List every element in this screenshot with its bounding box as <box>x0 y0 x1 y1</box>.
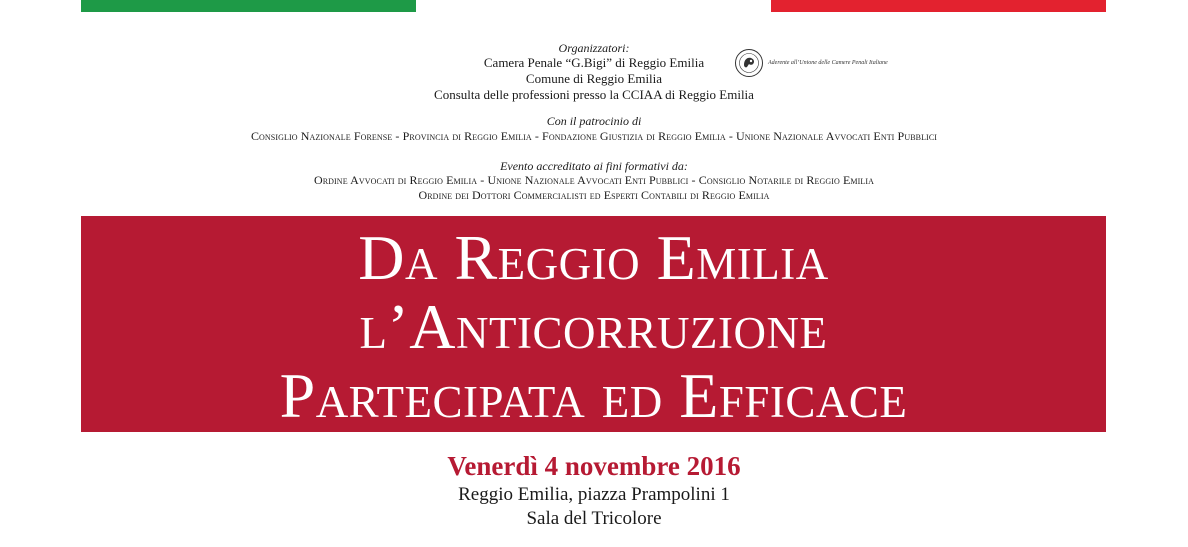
event-date: Venerdì 4 novembre 2016 <box>447 451 741 481</box>
organizers-heading: Organizzatori: <box>558 41 630 55</box>
organizer-consulta: Consulta delle professioni presso la CCIAA di Reggio Emilia <box>434 87 754 102</box>
event-room: Sala del Tricolore <box>526 508 662 529</box>
adherent-label: Aderente all’Unione delle Camere Penali Italiane <box>768 60 888 66</box>
adherent-badge <box>734 48 888 78</box>
flag-stripe-green <box>81 0 416 12</box>
accreditation-line-2: Ordine dei Dottori Commercialisti ed Esperti Contabili di Reggio Emilia <box>418 188 770 202</box>
event-address: Reggio Emilia, piazza Prampolini 1 <box>458 484 730 505</box>
title-line-2: l’Anticorruzione <box>359 291 828 362</box>
flag-stripe-red <box>771 0 1106 12</box>
accreditation-heading: Evento accreditato ai fini formativi da: <box>500 159 688 173</box>
organizer-camera-penale: Camera Penale “G.Bigi” di Reggio Emilia <box>483 55 705 70</box>
accreditation-line-1: Ordine Avvocati di Reggio Emilia - Unione Nazionale Avvocati Enti Pubblici - Consiglio Notarile di Reggio Emilia <box>313 173 875 187</box>
patronage-list: Consiglio Nazionale Forense - Provincia di Reggio Emilia - Fondazione Giustizia di Reggio Emilia - Unione Nazionale Avvocati Enti Pubblici <box>250 129 938 143</box>
organizer-comune: Comune di Reggio Emilia <box>525 71 663 86</box>
patronage-heading: Con il patrocinio di <box>546 114 642 128</box>
title-line-3: Partecipata ed Efficace <box>279 360 908 431</box>
title-line-1: Da Reggio Emilia <box>358 222 829 293</box>
title-banner <box>81 216 1106 432</box>
seal-icon <box>734 48 764 78</box>
